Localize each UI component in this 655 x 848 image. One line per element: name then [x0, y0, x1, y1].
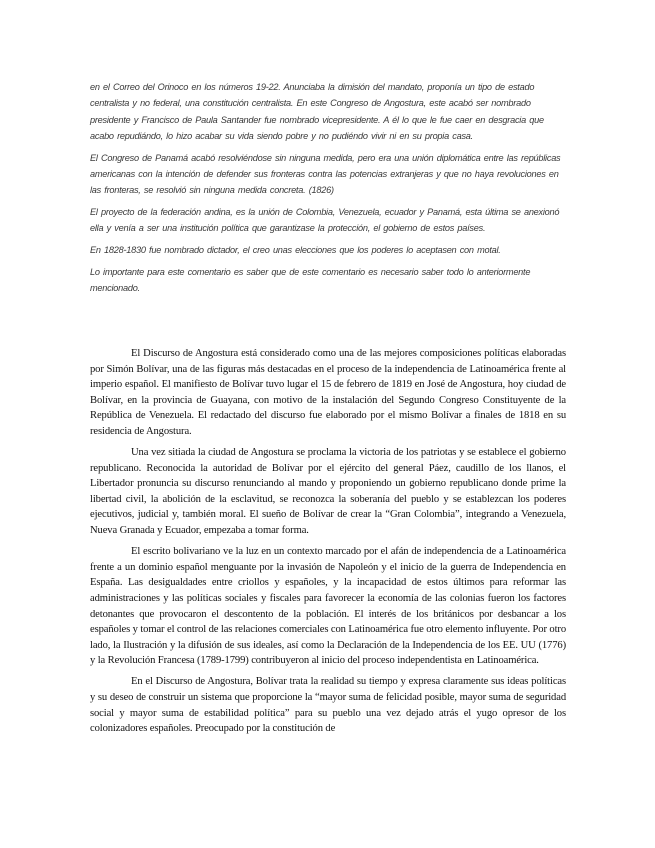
- note-paragraph: En 1828-1830 fue nombrado dictador, el creo unas elecciones que los poderes lo aceptasen con motal.: [90, 245, 501, 256]
- note-paragraph: El proyecto de la federación andina, es la unión de Colombia, Venezuela, ecuador y Panamá, esta última se anexionó ella y venía a ser una institución política que garantizase la protección, el gobierno de estos países.: [90, 207, 560, 234]
- body-paragraph: Una vez sitiada la ciudad de Angostura se proclama la victoria de los patriotas y se establece el gobierno republicano. Reconocida la autoridad de Bolívar por el ejército del general Páez, caudillo de los llanos, el Libertador pronuncia su discurso renunciando al mando y proponiendo un gobierno republicano donde prime la libertad civil, la abolición de la esclavitud, se reconozca la soberanía del pueblo y se establezcan los poderes ejecutivos, judicial y, también moral. El sueño de Bolívar de crear la “Gran Colombia”, integrando a Venezuela, Nueva Granada y Ecuador, empezaba a tomar forma.: [90, 447, 566, 537]
- body-paragraph: El Discurso de Angostura está considerado como una de las mejores composiciones políticas elaboradas por Simón Bolívar, una de las figuras más destacadas en el proceso de la independencia de Latinoamérica frente al imperio español. El manifiesto de Bolívar tuvo lugar el 15 de febrero de 1819 en José de Angostura, hoy ciudad de Bolívar, en la provincia de Guayana, con motivo de la instalación del Segundo Congreso Constituyente de la República de Venezuela. El redactado del discurso fue elaborado por el mismo Bolívar a finales de 1818 en su residencia de Angostura.: [90, 348, 566, 437]
- body-paragraph: El escrito bolivariano ve la luz en un contexto marcado por el afán de independencia de a Latinoamérica frente a un dominio español menguante por la invasión de Napoleón y el inicio de la guerra de Independencia en España. Las desigualdades entre criollos y españoles, y la incapacidad de estos últimos para reformar las administraciones y las políticas sociales y fiscales para favorecer la economía de las colonias fueron los factores detonantes que provocaron el descontento de la población. El interés de los británicos por desbancar a los españoles y tomar el control de las relaciones comerciales con Latinoamérica fue otro elemento influyente. Por otro lado, la Ilustración y la difusión de sus ideales, así como la Declaración de la Independencia de los EE. UU (1776) y la Revolución Francesa (1789-1799) contribuyeron al inicio del proceso independentista en Latinoamérica.: [90, 546, 566, 667]
- note-paragraph: en el Correo del Orinoco en los números 19-22. Anunciaba la dimisión del mandato, proponía un tipo de estado centralista y no federal, una constitución centralista. En este Congreso de Angostura, este acabó ser nombrado presidente y Francisco de Paula Santander fue nombrado vicepresidente. A él lo que le fue caer en desgracia que acabo repudiándo, lo hizo acabar su vida siendo pobre y no pudiéndo vivir ni en su propia casa.: [90, 82, 544, 141]
- body-paragraph: En el Discurso de Angostura, Bolívar trata la realidad su tiempo y expresa claramente sus ideas políticas y su deseo de construir un sistema que proporcione la “mayor suma de felicidad posible, mayor suma de seguridad social y mayor suma de estabilidad política” para su pueblo una vez dejado atrás el yugo opresor de los colonizadores españoles. Preocupado por la constitución de: [90, 676, 566, 735]
- handwritten-notes-section: [90, 79, 566, 302]
- essay-body: [90, 346, 566, 742]
- note-paragraph: El Congreso de Panamá acabó resolviéndose sin ninguna medida, pero era una unión diplomática entre las repúblicas americanas con la intención de defender sus fronteras contra las potencias extranjeras y que no haya revoluciones en las fronteras, se resolvió sin ninguna medida concreta. (1826): [90, 152, 561, 196]
- note-paragraph: Lo importante para este comentario es saber que de este comentario es necesario saber todo lo anteriormente mencionado.: [90, 266, 531, 294]
